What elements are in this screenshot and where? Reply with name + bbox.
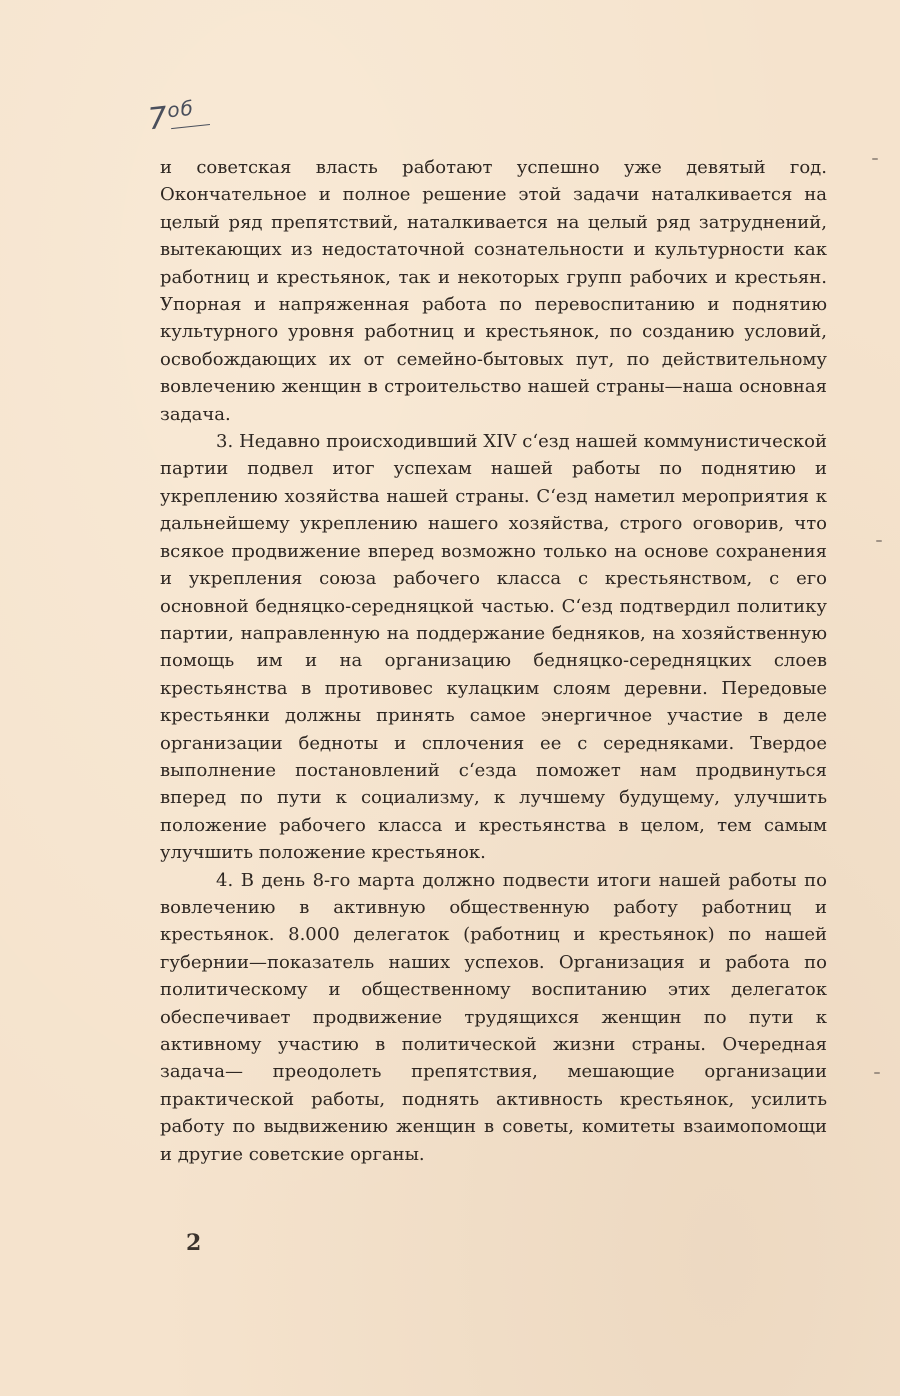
paragraph-continuation: и советская власть работают успешно уже девятый год. Окончательное и полное решение этой задачи наталкивается на целый ряд препятствий, наталкивается на целый ряд затруднений, вытекающих из недостаточной сознательности и культурности как работниц и крестьянок, так и некоторых групп рабочих и крестьян. Упорная и напряженная работа по перевоспитанию и поднятию культурного уровня работниц и крестьянок, по созданию условий, освобождающих их от семейно-бытовых пут, по действительному вовлечению женщин в строительство нашей страны—наша основная задача.	[160, 157, 827, 425]
paragraph-4: 4. В день 8-го марта должно подвести итоги нашей работы по вовлечению в активную общественную работу работниц и крестьянок. 8.000 делегаток (работниц и крестьянок) по нашей губернии—показатель наших успехов. Организация и работа по политическому и общественному воспитанию этих делегаток обеспечивает продвижение трудящихся женщин по пути к активному участию в политической жизни страны. Очередная задача— преодолеть препятствия, мешающие организации практической работы, поднять активность крестьянок, усилить работу по выдвижению женщин в советы, комитеты взаимопомощи и другие советские органы.	[160, 869, 827, 1165]
handwritten-number: 7	[146, 100, 170, 138]
paragraph-3: 3. Недавно происходивший XIV с‘езд нашей коммунистической партии подвел итог успехам нашей работы по поднятию и укреплению хозяйства нашей страны. С‘езд наметил мероприятия к дальнейшему укреплению нашего хозяйства, строго оговорив, что всякое продвижение вперед возможно только на основе сохранения и укрепления союза рабочего класса с крестьянством, с его основной бедняцко-середняцкой частью. С‘езд подтвердил политику партии, направленную на поддержание бедняков, на хозяйственную помощь им и на организацию бедняцко-середняцких слоев крестьянства в противовес кулацким слоям деревни. Передовые крестьянки должны принять самое энергичное участие в деле организации бедноты и сплочения ее с середняками. Твердое выполнение постановлений с‘езда поможет нам продвинуться вперед по пути к социализму, к лучшему будущему, улучшить положение рабочего класса и крестьянства в целом, тем самым улучшить положение крестьянок.	[160, 431, 827, 864]
page-number: 2	[186, 1230, 202, 1256]
handwritten-underline	[171, 124, 210, 129]
handwritten-folio-number	[146, 95, 196, 138]
margin-speck	[872, 158, 878, 160]
document-text	[160, 154, 827, 1168]
margin-speck	[874, 1072, 880, 1074]
handwritten-suffix: об	[166, 95, 196, 123]
margin-speck	[876, 540, 882, 542]
